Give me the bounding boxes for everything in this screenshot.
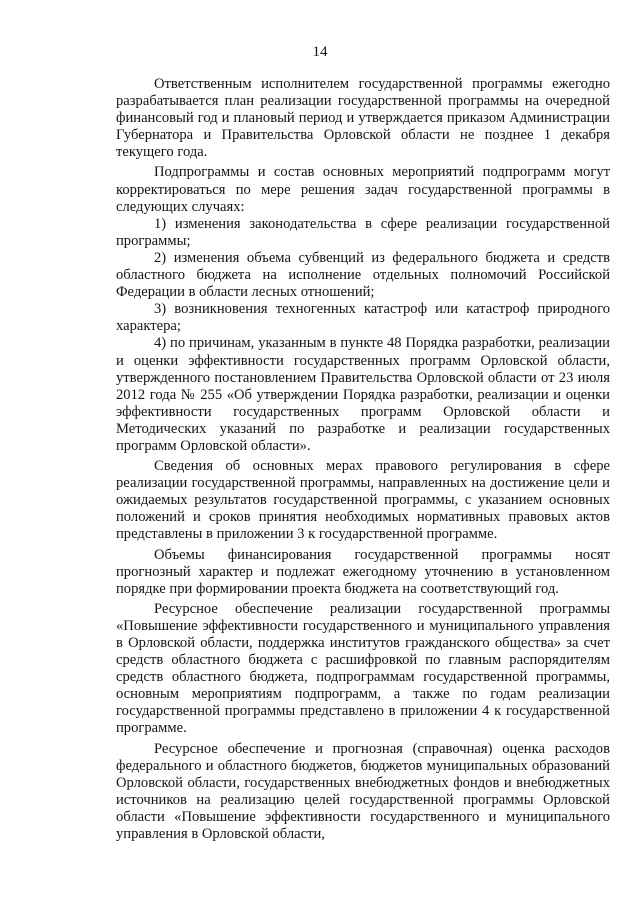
paragraph-annual-plan: Ответственным исполнителем государственной программы ежегодно разрабатывается план реализации государственной программы на очередной финансовый год и плановый период и утверждается приказом Администрации Губернатора и Правительства Орловской области не позднее 1 декабря текущего года. (116, 76, 610, 161)
paragraph-funding-volumes: Объемы финансирования государственной программы носят прогнозный характер и подлежат ежегодному уточнению в установленном порядке при формировании проекта бюджета на соответствующий год. (116, 546, 610, 597)
paragraph-resource-estimate: Ресурсное обеспечение и прогнозная (справочная) оценка расходов федерального и областного бюджетов, бюджетов муниципальных образований Орловской области, государственных внебюджетных фондов и внебюджетных источников на реализацию целей государственной программы Орловской области «Повышение эффективности государственного и муниципального управления в Орловской области, (116, 740, 610, 843)
paragraph-regional-budget-resources: Ресурсное обеспечение реализации государственной программы «Повышение эффективности государственного и муниципального управления в Орловской области, поддержка институтов гражданского общества» за счет средств областного бюджета с расшифровкой по главным распорядителям средств областного бюджета, подпрограммам государственной программы, основным мероприятиям подпрограмм, а также по годам реализации государственной программы представлено в приложении 4 к государственной программе. (116, 600, 610, 737)
paragraph-legal-regulation: Сведения об основных мерах правового регулирования в сфере реализации государственной программы, направленных на достижение цели и ожидаемых результатов государственной программы, с указанием основных положений и сроков принятия необходимых нормативных правовых актов представлены в приложении 3 к государственной программе. (116, 458, 610, 543)
list-item-catastrophes: 3) возникновения техногенных катастроф или катастроф природного характера; (116, 301, 610, 335)
list-item-legislation-change: 1) изменения законодательства в сфере реализации государственной программы; (116, 215, 610, 249)
page-number: 14 (312, 44, 328, 60)
paragraph-subprograms-adjustment: Подпрограммы и состав основных мероприятий подпрограмм могут корректироваться по мере решения задач государственной программы в следующих случаях: (116, 164, 610, 215)
document-body (116, 76, 610, 843)
list-item-subvention-change: 2) изменения объема субвенций из федерального бюджета и средств областного бюджета на исполнение отдельных полномочий Российской Федерации в области лесных отношений; (116, 249, 610, 301)
list-item-procedure-reasons: 4) по причинам, указанным в пункте 48 Порядка разработки, реализации и оценки эффективности государственных программ Орловской области, утвержденного постановлением Правительства Орловской области от 23 июля 2012 года № 255 «Об утверждении Порядка разработки, реализации и оценки эффективности государственных программ Орловской области и Методических указаний по разработке и реализации государственных программ Орловской области». (116, 335, 610, 454)
